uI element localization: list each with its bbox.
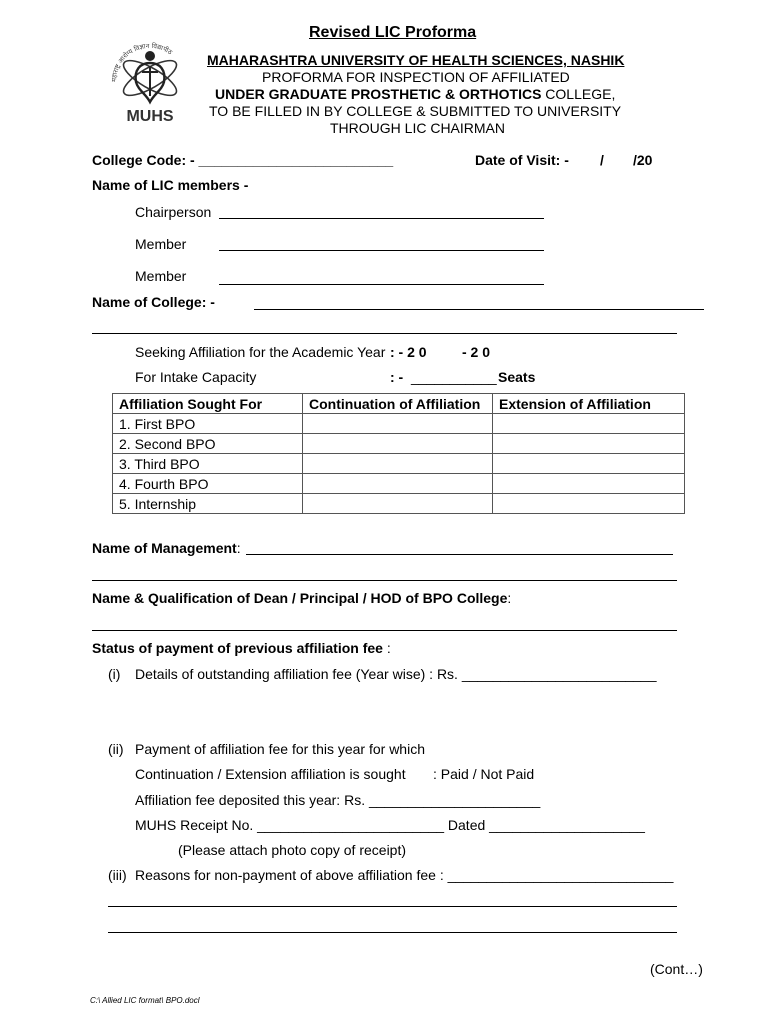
chairperson-label: Chairperson bbox=[135, 204, 212, 220]
intake-label: For Intake Capacity bbox=[135, 369, 257, 385]
table-row bbox=[113, 434, 685, 454]
table-header: Extension of Affiliation bbox=[493, 394, 685, 414]
college-code-label: College Code: - _________________________ bbox=[92, 152, 394, 168]
course-line bbox=[215, 86, 615, 102]
name-of-college-label: Name of College: - bbox=[92, 294, 215, 310]
proforma-line: PROFORMA FOR INSPECTION OF AFFILIATED bbox=[262, 69, 570, 85]
paid-status-option[interactable]: : Paid / Not Paid bbox=[433, 766, 535, 782]
dean-label-line bbox=[92, 590, 511, 606]
item-ii-number: (ii) bbox=[108, 741, 124, 757]
management-field[interactable] bbox=[246, 554, 673, 555]
table-cell: 2. Second BPO bbox=[113, 434, 303, 454]
university-name: MAHARASHTRA UNIVERSITY OF HEALTH SCIENCES, NASHIK bbox=[207, 52, 625, 68]
payment-status-line bbox=[92, 640, 391, 656]
attach-receipt-note: (Please attach photo copy of receipt) bbox=[178, 842, 407, 858]
management-field-2[interactable] bbox=[92, 580, 677, 581]
table-row bbox=[113, 474, 685, 494]
table-header: Continuation of Affiliation bbox=[303, 394, 493, 414]
intake-colon: : - bbox=[390, 369, 404, 385]
payment-status-label: Status of payment of previous affiliation fee bbox=[92, 640, 383, 656]
table-cell-input[interactable] bbox=[303, 494, 493, 514]
table-cell: 1. First BPO bbox=[113, 414, 303, 434]
college-name-field[interactable] bbox=[254, 309, 704, 310]
file-path-footer: C:\ Allied LIC format\ BPO.docl bbox=[90, 996, 200, 1005]
payment-this-year-text: Payment of affiliation fee for this year for which bbox=[135, 741, 425, 757]
table-header-row bbox=[113, 394, 685, 414]
course-suffix: COLLEGE, bbox=[541, 86, 616, 102]
seeking-affiliation-label: Seeking Affiliation for the Academic Year bbox=[135, 344, 386, 360]
document-title: Revised LIC Proforma bbox=[309, 24, 477, 41]
table-cell-input[interactable] bbox=[303, 434, 493, 454]
member-1-field[interactable] bbox=[219, 250, 544, 251]
muhs-logo bbox=[104, 30, 196, 126]
date-slash: / bbox=[600, 152, 604, 168]
instruction-line: TO BE FILLED IN BY COLLEGE & SUBMITTED TO UNIVERSITY bbox=[209, 103, 622, 119]
table-cell-input[interactable] bbox=[493, 414, 685, 434]
table-cell-input[interactable] bbox=[493, 434, 685, 454]
table-cell-input[interactable] bbox=[493, 454, 685, 474]
table-cell-input[interactable] bbox=[303, 414, 493, 434]
table-cell-input[interactable] bbox=[303, 474, 493, 494]
table-cell-input[interactable] bbox=[493, 474, 685, 494]
continued-note: (Cont…) bbox=[650, 961, 703, 977]
affiliation-table bbox=[112, 393, 685, 514]
member-2-label: Member bbox=[135, 268, 187, 284]
receipt-number-text: MUHS Receipt No. ________________________ Dated ____________________ bbox=[135, 817, 645, 833]
table-cell-input[interactable] bbox=[303, 454, 493, 474]
management-label-line bbox=[92, 540, 241, 556]
table-row bbox=[113, 454, 685, 474]
table-cell: 4. Fourth BPO bbox=[113, 474, 303, 494]
college-name-field-2[interactable] bbox=[92, 333, 677, 334]
outstanding-fee-text: Details of outstanding affiliation fee (Year wise) : Rs. _________________________ bbox=[135, 666, 657, 682]
item-iii-number: (iii) bbox=[108, 867, 127, 883]
lic-members-label: Name of LIC members - bbox=[92, 177, 249, 193]
member-1-label: Member bbox=[135, 236, 187, 252]
member-2-field[interactable] bbox=[219, 284, 544, 285]
management-colon: : bbox=[236, 540, 241, 556]
logo-text: MUHS bbox=[126, 108, 174, 125]
chairperson-field[interactable] bbox=[219, 218, 544, 219]
date-of-visit-label: Date of Visit: - bbox=[475, 152, 569, 168]
dean-colon: : bbox=[507, 590, 512, 606]
item-i-number: (i) bbox=[108, 666, 121, 682]
table-header: Affiliation Sought For bbox=[113, 394, 303, 414]
instruction-line-2: THROUGH LIC CHAIRMAN bbox=[330, 120, 506, 136]
table-cell-input[interactable] bbox=[493, 494, 685, 514]
table-row bbox=[113, 414, 685, 434]
payment-colon: : bbox=[382, 640, 391, 656]
dean-field[interactable] bbox=[92, 630, 677, 631]
seeking-year-1: : - 2 0 bbox=[390, 344, 427, 360]
reasons-field-2[interactable] bbox=[108, 932, 677, 933]
non-payment-reasons-text: Reasons for non-payment of above affiliation fee : _____________________________ bbox=[135, 867, 674, 883]
dean-label: Name & Qualification of Dean / Principal / HOD of BPO College bbox=[92, 590, 508, 606]
continuation-extension-text: Continuation / Extension affiliation is sought bbox=[135, 766, 406, 782]
intake-seats: Seats bbox=[498, 369, 536, 385]
table-cell: 3. Third BPO bbox=[113, 454, 303, 474]
fee-deposited-text: Affiliation fee deposited this year: Rs. ______________________ bbox=[135, 792, 541, 808]
management-label: Name of Management bbox=[92, 540, 237, 556]
table-cell: 5. Internship bbox=[113, 494, 303, 514]
date-year: /20 bbox=[633, 152, 653, 168]
seeking-year-2: - 2 0 bbox=[462, 344, 491, 360]
reasons-field[interactable] bbox=[108, 906, 677, 907]
course-name: UNDER GRADUATE PROSTHETIC & ORTHOTICS bbox=[215, 86, 542, 102]
logo-ring-text: महाराष्ट्र आरोग्य विज्ञान विद्यापीठ bbox=[109, 41, 174, 83]
intake-field[interactable]: ___________ bbox=[411, 369, 497, 385]
table-row bbox=[113, 494, 685, 514]
